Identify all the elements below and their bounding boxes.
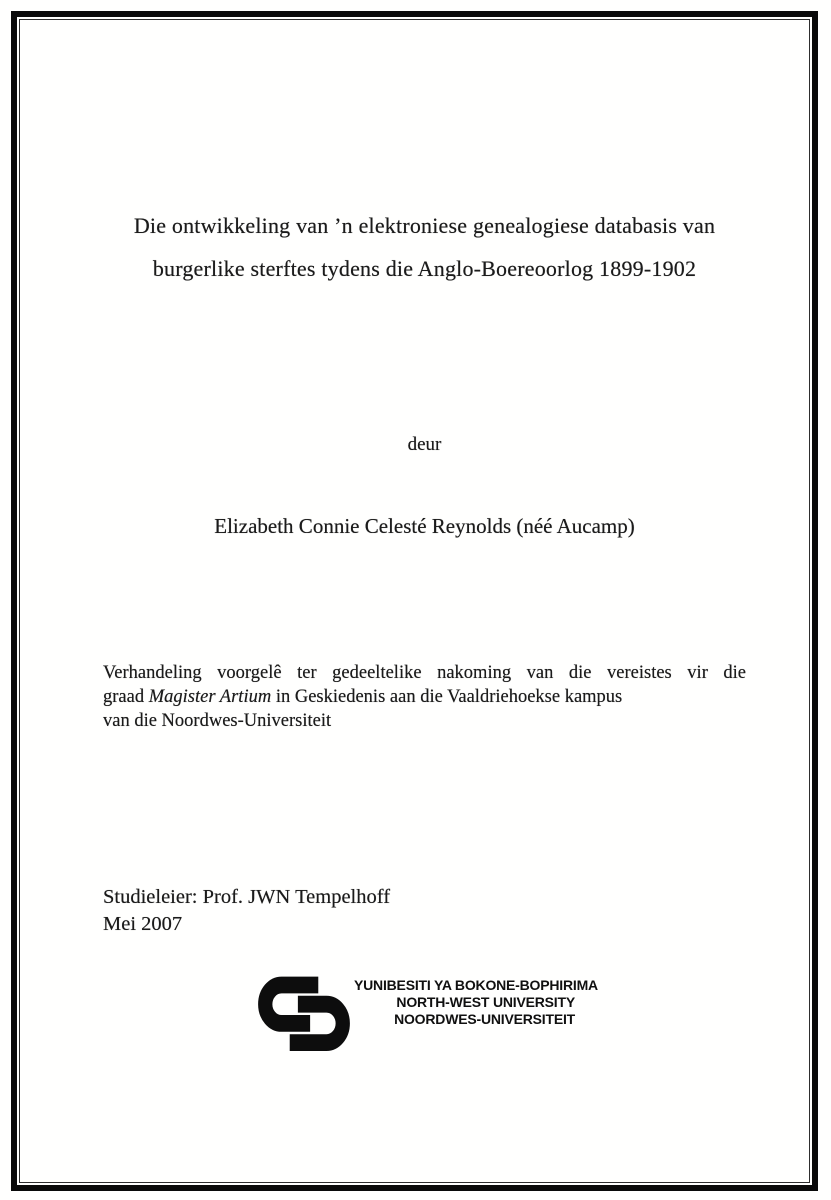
author-name: Elizabeth Connie Celesté Reynolds (néé Aucamp) [214,514,635,538]
supervisor-block [103,884,390,938]
submission-line3: van die Noordwes-Universiteit [103,711,332,731]
thesis-title-line1: Die ontwikkeling van ’n elektroniese genealogiese databasis van [133,213,716,238]
logo-line-afrikaans: NOORDWES-UNIVERSITEIT [394,1011,575,1027]
submission-line2-suffix: in Geskiedenis aan die Vaaldriehoekse kampus [271,687,623,707]
submission-line1: Verhandeling voorgelê ter gedeeltelike nakoming van die vereistes vir die [103,663,746,683]
thesis-title-line2: burgerlike sterftes tydens die Anglo-Boereoorlog 1899-1902 [152,256,697,281]
byline-label: deur [407,434,442,455]
university-logo [253,973,598,1069]
submission-statement [103,661,746,733]
date-line: Mei 2007 [103,913,183,935]
page-content [103,0,746,1200]
supervisor-line: Studieleier: Prof. JWN Tempelhoff [103,886,391,908]
logo-line-setswana: YUNIBESITI YA BOKONE-BOPHIRIMA [354,977,598,993]
degree-name: Magister Artium [148,687,272,707]
submission-line2-prefix: graad [103,687,149,707]
thesis-title [103,204,746,290]
nwu-interlocking-links-icon [253,973,355,1069]
submission-line2 [103,685,746,709]
university-logo-text [354,973,598,1028]
logo-line-english: NORTH-WEST UNIVERSITY [396,994,575,1010]
